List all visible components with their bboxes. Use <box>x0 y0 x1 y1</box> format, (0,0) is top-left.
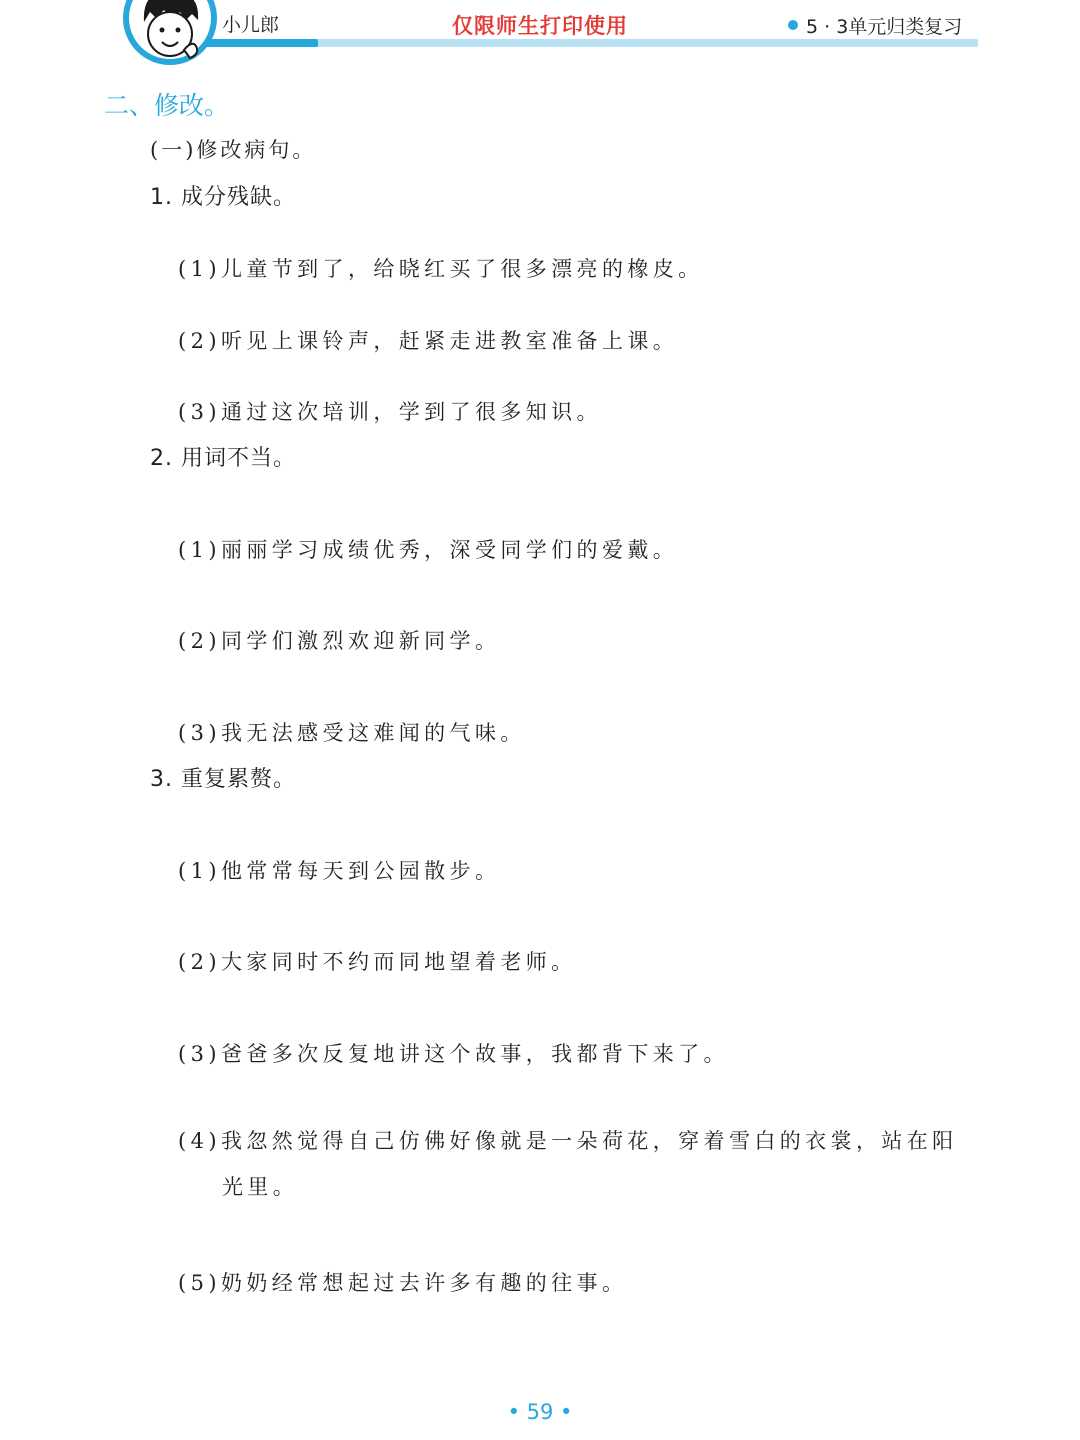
category-title: 3. 重复累赘。 <box>150 767 296 792</box>
page-number: • 59 • <box>507 1400 573 1424</box>
cartoon-boy-avatar-icon <box>122 0 218 66</box>
exercise-item: (5)奶奶经常想起过去许多有趣的往事。 <box>178 1271 628 1295</box>
print-notice: 仅限师生打印使用 <box>452 14 628 38</box>
exercise-item <box>178 1118 978 1210</box>
exercise-item: (2)听见上课铃声，赶紧走进教室准备上课。 <box>178 329 679 353</box>
exercise-item-line: (4)我忽然觉得自己仿佛好像就是一朵荷花，穿着雪白的衣裳，站在阳 <box>178 1129 958 1153</box>
section-title: 二、修改。 <box>104 91 230 120</box>
exercise-item: (1)他常常每天到公园散步。 <box>178 859 501 883</box>
section-subtitle: (一)修改病句。 <box>150 138 317 162</box>
exercise-item: (2)同学们激烈欢迎新同学。 <box>178 629 501 653</box>
unit-title: 5 · 3单元归类复习 <box>806 16 963 38</box>
bullet-dot-icon <box>788 20 798 30</box>
exercise-item: (1)丽丽学习成绩优秀，深受同学们的爱戴。 <box>178 538 679 562</box>
category-title: 1. 成分残缺。 <box>150 185 296 210</box>
page-header <box>0 0 1080 70</box>
exercise-item: (2)大家同时不约而同地望着老师。 <box>178 950 577 974</box>
exercise-item: (3)爸爸多次反复地讲这个故事，我都背下来了。 <box>178 1042 729 1066</box>
brand-name: 小儿郎 <box>222 14 280 36</box>
exercise-item: (1)儿童节到了，给晓红买了很多漂亮的橡皮。 <box>178 257 704 281</box>
category-title: 2. 用词不当。 <box>150 446 296 471</box>
exercise-item: (3)我无法感受这难闻的气味。 <box>178 721 526 745</box>
exercise-item-line: 光里。 <box>222 1175 299 1199</box>
exercise-item: (3)通过这次培训，学到了很多知识。 <box>178 400 602 424</box>
